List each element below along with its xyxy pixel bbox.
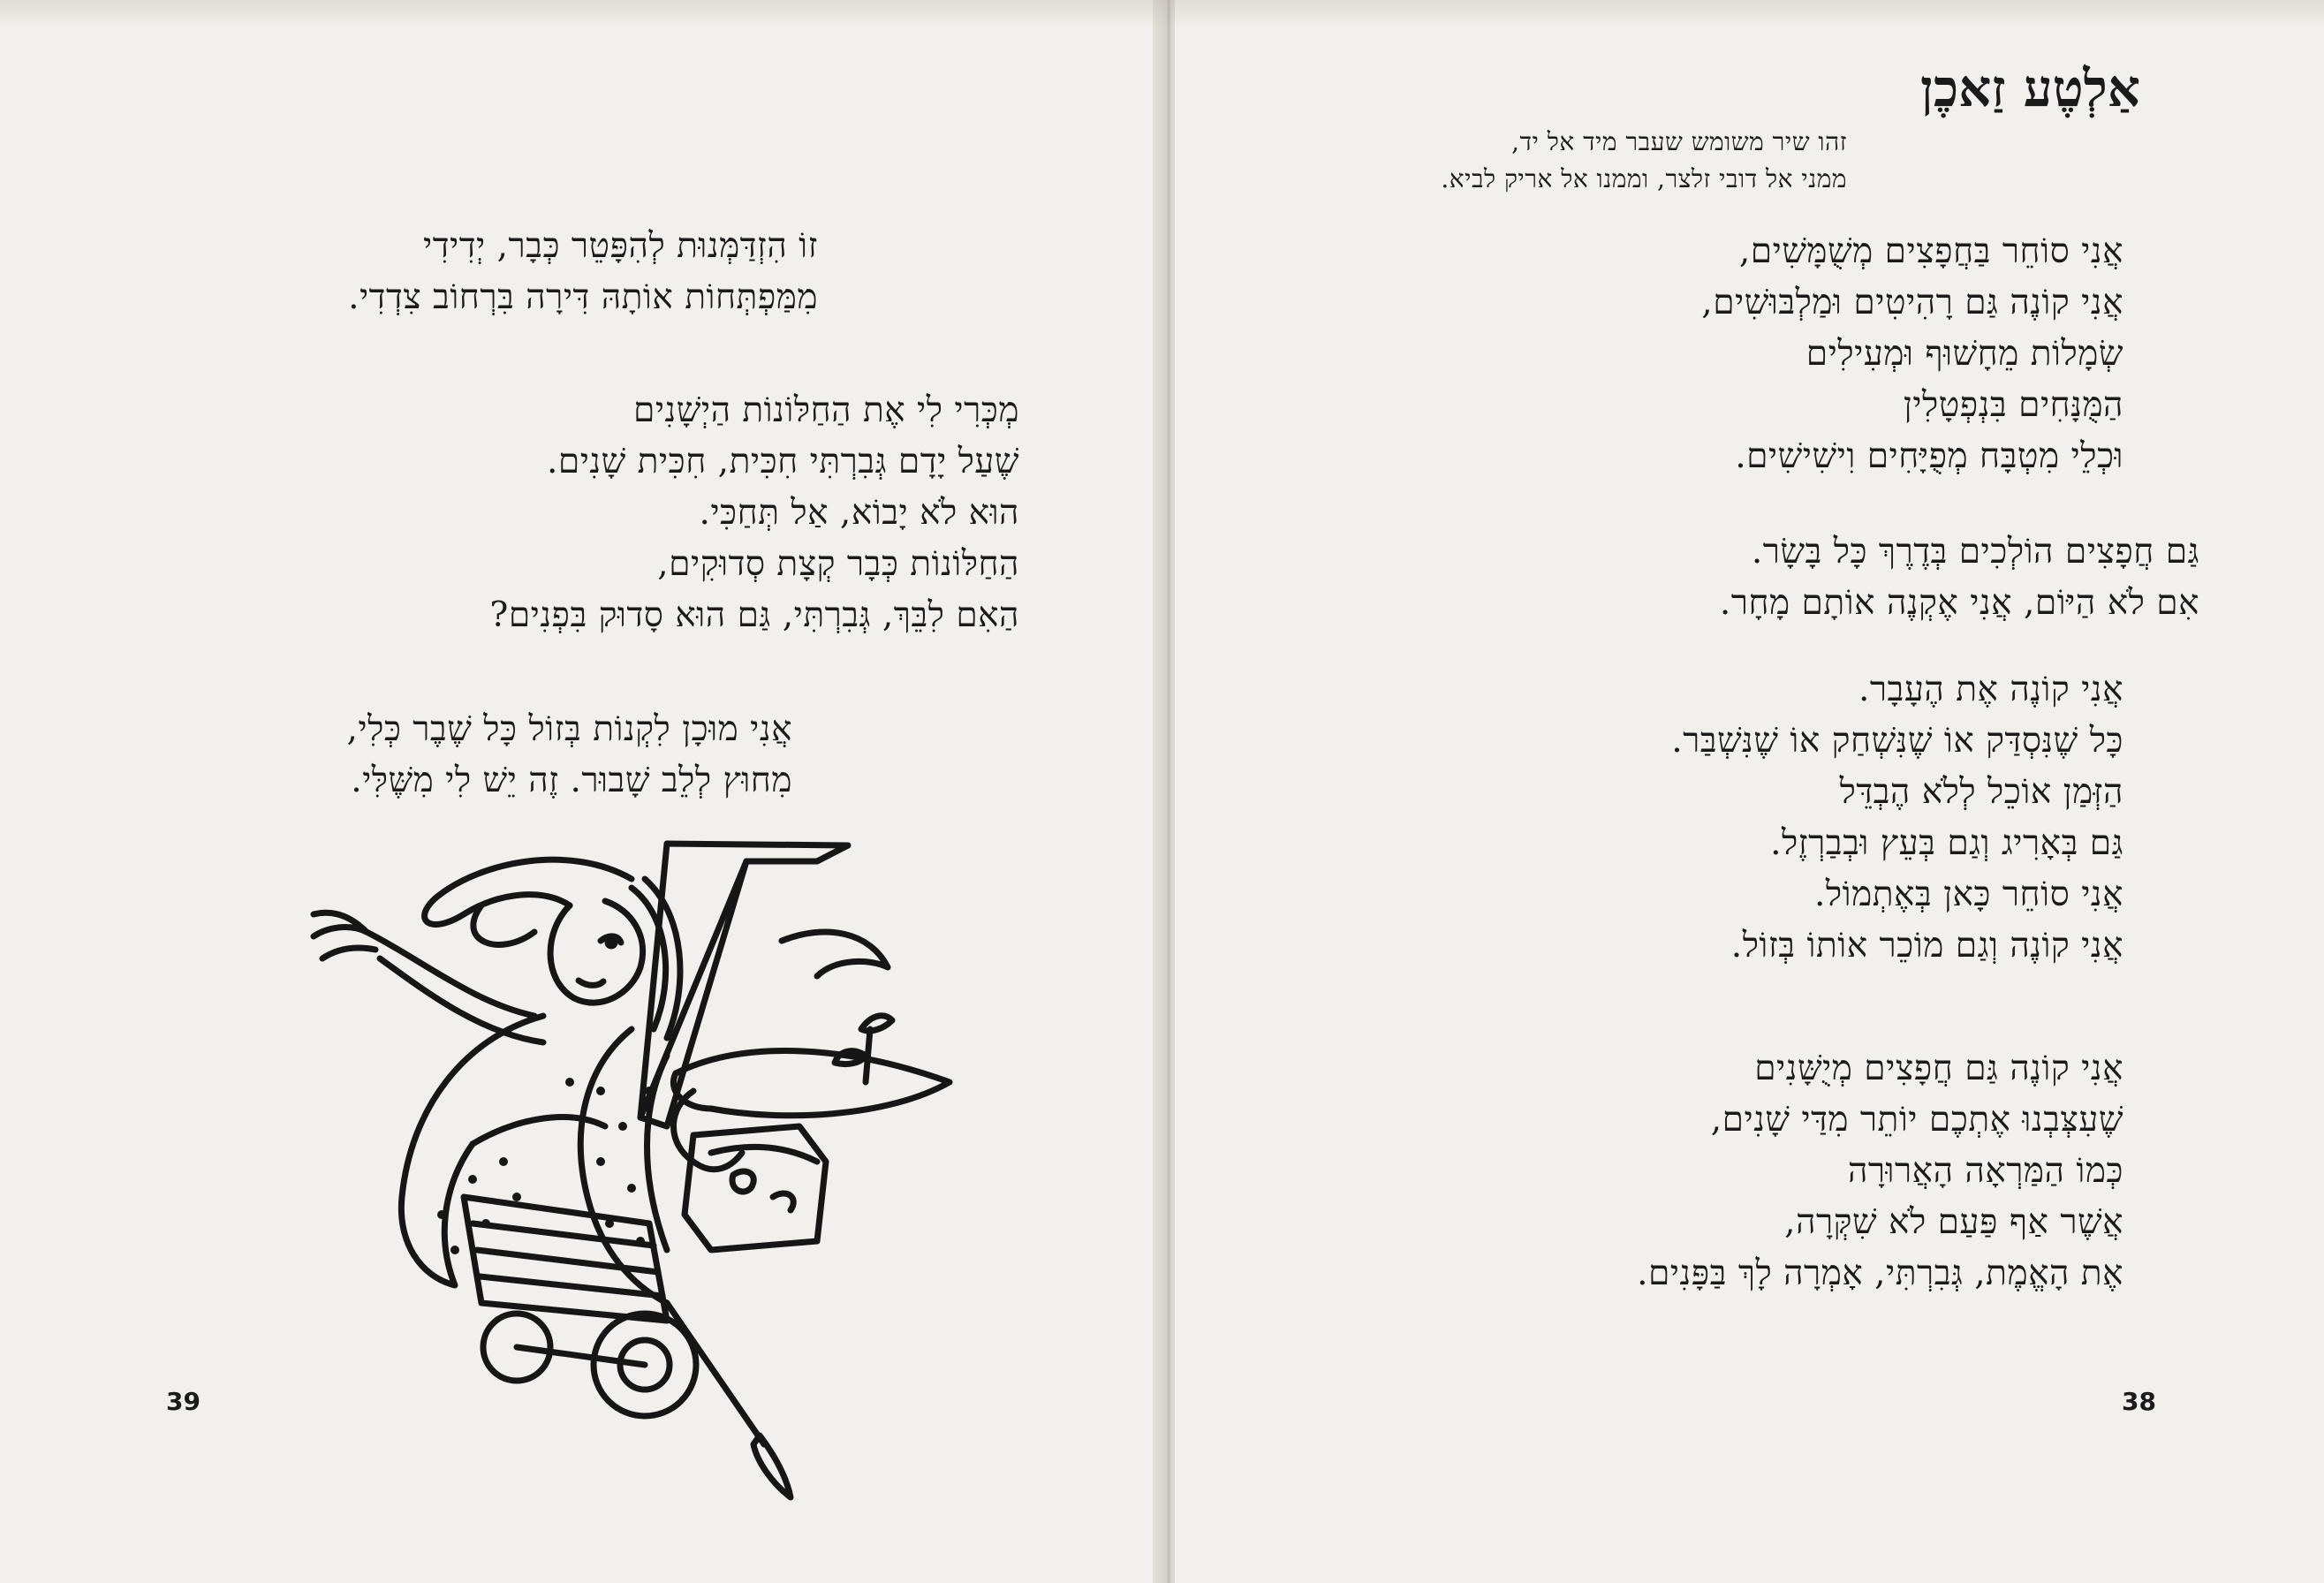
- subtitle-line: זהו שיר משומש שעבר מיד אל יד,: [1511, 127, 1847, 156]
- cart-pole: [667, 1303, 764, 1444]
- poem-line: אֲנִי קוֹנֶה וְגַם מוֹכֵר אוֹתוֹ בְּזוֹל.: [1730, 926, 2123, 966]
- poem-line: אֲשֶׁר אַף פַּעַם לֹא שִׁקְּרָה,: [1784, 1202, 2123, 1242]
- poem-line: שְׂמָלוֹת מֵחָשׁוּף וּמְעִילִים: [1805, 334, 2123, 374]
- poem-line: אֲנִי סוֹחֵר כָּאן בְּאֶתְמוֹל.: [1813, 875, 2123, 914]
- scan-top-shadow: [0, 0, 2324, 27]
- pole-tip: [753, 1435, 791, 1497]
- poem-line: אֶת הָאֱמֶת, גְּבִרְתִּי, אָמְרָה לָךְ בַּפָּנִים.: [1637, 1254, 2123, 1293]
- eye-pupil: [608, 939, 615, 946]
- poem-line: אֲנִי קוֹנֶה אֶת הֶעָבָר.: [1858, 670, 2123, 709]
- left-stanza-3: [346, 704, 792, 807]
- poem-line: גַּם חֲפָצִים הוֹלְכִים בְּדֶרֶךְ כָּל בָּשָׂר.: [1751, 532, 2199, 572]
- poem-line: מְכְּרִי לִי אֶת הַחַלּוֹנוֹת הַיְשָׁנִים: [632, 390, 1019, 430]
- page-number-right: 38: [2122, 1387, 2156, 1416]
- rolled-rug: [676, 1051, 950, 1116]
- poem-line: כְּמוֹ הַמַּרְאָה הָאֲרוּרָה: [1847, 1151, 2123, 1191]
- hair-strand: [473, 905, 534, 944]
- poem-line: הַזְּמַן אוֹכֵל לְלֹא הֶבְדֵּל: [1839, 772, 2123, 812]
- plant: [835, 1016, 892, 1082]
- hair-flow: [782, 932, 888, 976]
- poem-line: וּכְלֵי מִטְבָּח מְפֻיָּחִים וִישִׁישִׁים.: [1735, 436, 2123, 476]
- hand: [314, 913, 375, 958]
- poem-line: הַאִם לִבֵּךְ, גְּבִרְתִּי, גַּם הוּא סָדוּק בִּפְנִים?: [489, 595, 1019, 635]
- poem-line: שֶׁעִצְּבְנוּ אֶתְכֶם יוֹתֵר מִדַּי שָׁנִים,: [1710, 1100, 2123, 1140]
- poem-title: אַלְטֶע זַאכֶן: [1920, 58, 2140, 118]
- right-stanza-4: [1637, 1043, 2123, 1299]
- poem-line: אֲנִי קוֹנֶה גַּם חֲפָצִים מְיֻשָּׁנִים: [1754, 1049, 2123, 1088]
- poem-line: אֲנִי מוּכָן לִקְנוֹת בְּזוֹל כָּל שֶׁבֶר כְּלִי,: [346, 709, 792, 749]
- poem-line: זוֹ הִזְדַּמְּנוּת לְהִפָּטֵר כְּבָר, יְדִידִי: [423, 226, 818, 266]
- poem-line: הַחַלּוֹנוֹת כְּבָר קְצָת סְדוּקִים,: [657, 544, 1019, 584]
- poem-line: אֲנִי קוֹנֶה גַּם רָהִיטִים וּמַלְבּוּשִׁים,: [1701, 283, 2123, 322]
- poem-line: גַּם בְּאָרִיג וְגַם בְּעֵץ וּבְבַרְזֶל.: [1770, 823, 2123, 863]
- left-stanza-2: [489, 385, 1019, 641]
- poem-line: שֶׁעַל יָדָם גְּבִרְתִּי חִכִּית, חִכִּית שָׁנִים.: [546, 442, 1019, 481]
- right-stanza-1: [1701, 226, 2123, 482]
- poem-line: הוּא לֹא יָבוֹא, אַל תְּחַכִּי.: [699, 493, 1019, 533]
- poem-line: הַמֻּנָּחִים בִּנְפְטָלִין: [1903, 385, 2123, 425]
- poem-line: אִם לֹא הַיּוֹם, אֲנִי אֶקְנֶה אוֹתָם מָחָר.: [1719, 583, 2199, 623]
- poem-subtitle: [1441, 124, 1847, 198]
- poem-line: מִמַּפְתְּחוֹת אוֹתָהּ דִּירָה בִּרְחוֹב צִדְדִי.: [348, 277, 818, 317]
- subtitle-line: ממני אל דובי זלצר, וממנו אל אריק לביא.: [1441, 164, 1847, 193]
- poem-line: מִחוּץ לְלֵב שָׁבוּר. זֶה יֵשׁ לִי מִשֶּׁלִּי.: [351, 761, 792, 800]
- page-number-left: 39: [166, 1387, 201, 1416]
- pushcart-woman-illustration: [252, 826, 958, 1515]
- poem-line: כָּל שֶׁנִּסְדַּק אוֹ שֶׁנִּשְׁחַק אוֹ שֶׁנִּשְׁבַּר.: [1671, 721, 2123, 761]
- poem-line: אֲנִי סוֹחֵר בַּחֲפָצִים מְשֻׁמָּשִׁים,: [1738, 231, 2123, 271]
- right-stanza-2: [1720, 526, 2199, 629]
- hair: [425, 860, 632, 924]
- right-stanza-3: [1671, 664, 2123, 972]
- right-page: [1175, 0, 2324, 1583]
- mouth: [579, 981, 603, 985]
- left-stanza-1: [348, 221, 818, 323]
